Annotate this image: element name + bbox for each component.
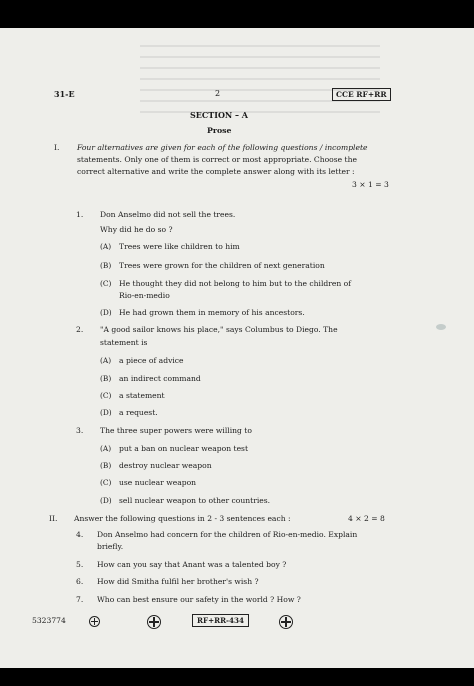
q7-number: 7. [76,595,84,604]
q1-option-c-letter: (C) [100,279,112,288]
q1-option-d-text: He had grown them in memory of his ancestors. [119,308,305,317]
q2-option-d-letter: (D) [100,408,112,417]
q2-option-b-letter: (B) [100,374,112,383]
q4-number: 4. [76,530,84,539]
q1-option-a-text: Trees were like children to him [119,242,240,251]
q5-text: How can you say that Anant was a talented boy ? [97,560,287,569]
part-i-instruction-line-1: Four alternatives are given for each of the following questions / incomplete [77,143,368,152]
part-ii-instruction: Answer the following questions in 2 - 3 sentences each : [74,514,291,523]
registration-mark-icon [279,615,293,629]
part-ii-marks: 4 × 2 = 8 [348,514,385,523]
q1-option-c-text-1: He thought they did not belong to him but to the children of [119,279,352,288]
ink-smudge [436,324,446,330]
part-i-instruction-line-3: correct alternative and write the complete answer along with its letter : [77,167,355,176]
q2-number: 2. [76,325,84,334]
footer-code: 5323774 [32,616,66,625]
q3-option-c-text: use nuclear weapon [119,478,197,487]
q1-option-d-letter: (D) [100,308,112,317]
part-i-instruction-line-2: statements. Only one of them is correct or most appropriate. Choose the [77,155,357,164]
q4-line-2: briefly. [97,542,124,551]
subsection-title: Prose [207,126,232,135]
part-i-number: I. [54,143,60,152]
q3-option-b-letter: (B) [100,461,112,470]
paper-code-box: CCE RF+RR [332,88,391,101]
registration-mark-icon [89,616,100,627]
q5-number: 5. [76,560,84,569]
q3-option-a-text: put a ban on nuclear weapon test [119,444,249,453]
q7-text: Who can best ensure our safety in the world ? How ? [97,595,301,604]
q3-line-1: The three super powers were willing to [100,426,252,435]
q2-option-a-text: a piece of advice [119,356,184,365]
exam-page [0,28,474,668]
q4-line-1: Don Anselmo had concern for the children of Rio-en-medio. Explain [97,530,358,539]
q2-option-d-text: a request. [119,408,158,417]
q2-option-c-letter: (C) [100,391,112,400]
section-title: SECTION – A [190,110,248,120]
q1-option-b-text: Trees were grown for the children of next generation [119,261,325,270]
q1-option-a-letter: (A) [100,242,112,251]
q6-number: 6. [76,577,84,586]
q2-line-2: statement is [100,338,148,347]
page-number: 2 [215,89,221,98]
q3-number: 3. [76,426,84,435]
q1-line-1: Don Anselmo did not sell the trees. [100,210,236,219]
q3-option-c-letter: (C) [100,478,112,487]
q1-option-b-letter: (B) [100,261,112,270]
header-left-code: 31-E [54,89,75,99]
q3-option-b-text: destroy nuclear weapon [119,461,212,470]
footer-reference-box: RF+RR-434 [192,614,249,627]
q3-option-d-text: sell nuclear weapon to other countries. [119,496,271,505]
part-ii-number: II. [49,514,58,523]
q2-option-a-letter: (A) [100,356,112,365]
registration-mark-icon [147,615,161,629]
q2-line-1: "A good sailor knows his place," says Columbus to Diego. The [100,325,338,334]
q1-option-c-text-2: Rio-en-medio [119,291,170,300]
q6-text: How did Smitha fulfil her brother's wish ? [97,577,259,586]
q3-option-d-letter: (D) [100,496,112,505]
q2-option-b-text: an indirect command [119,374,201,383]
bleed-through [140,36,380,116]
part-i-marks: 3 × 1 = 3 [352,180,389,189]
q1-number: 1. [76,210,84,219]
q1-line-2: Why did he do so ? [100,225,173,234]
q3-option-a-letter: (A) [100,444,112,453]
q2-option-c-text: a statement [119,391,165,400]
